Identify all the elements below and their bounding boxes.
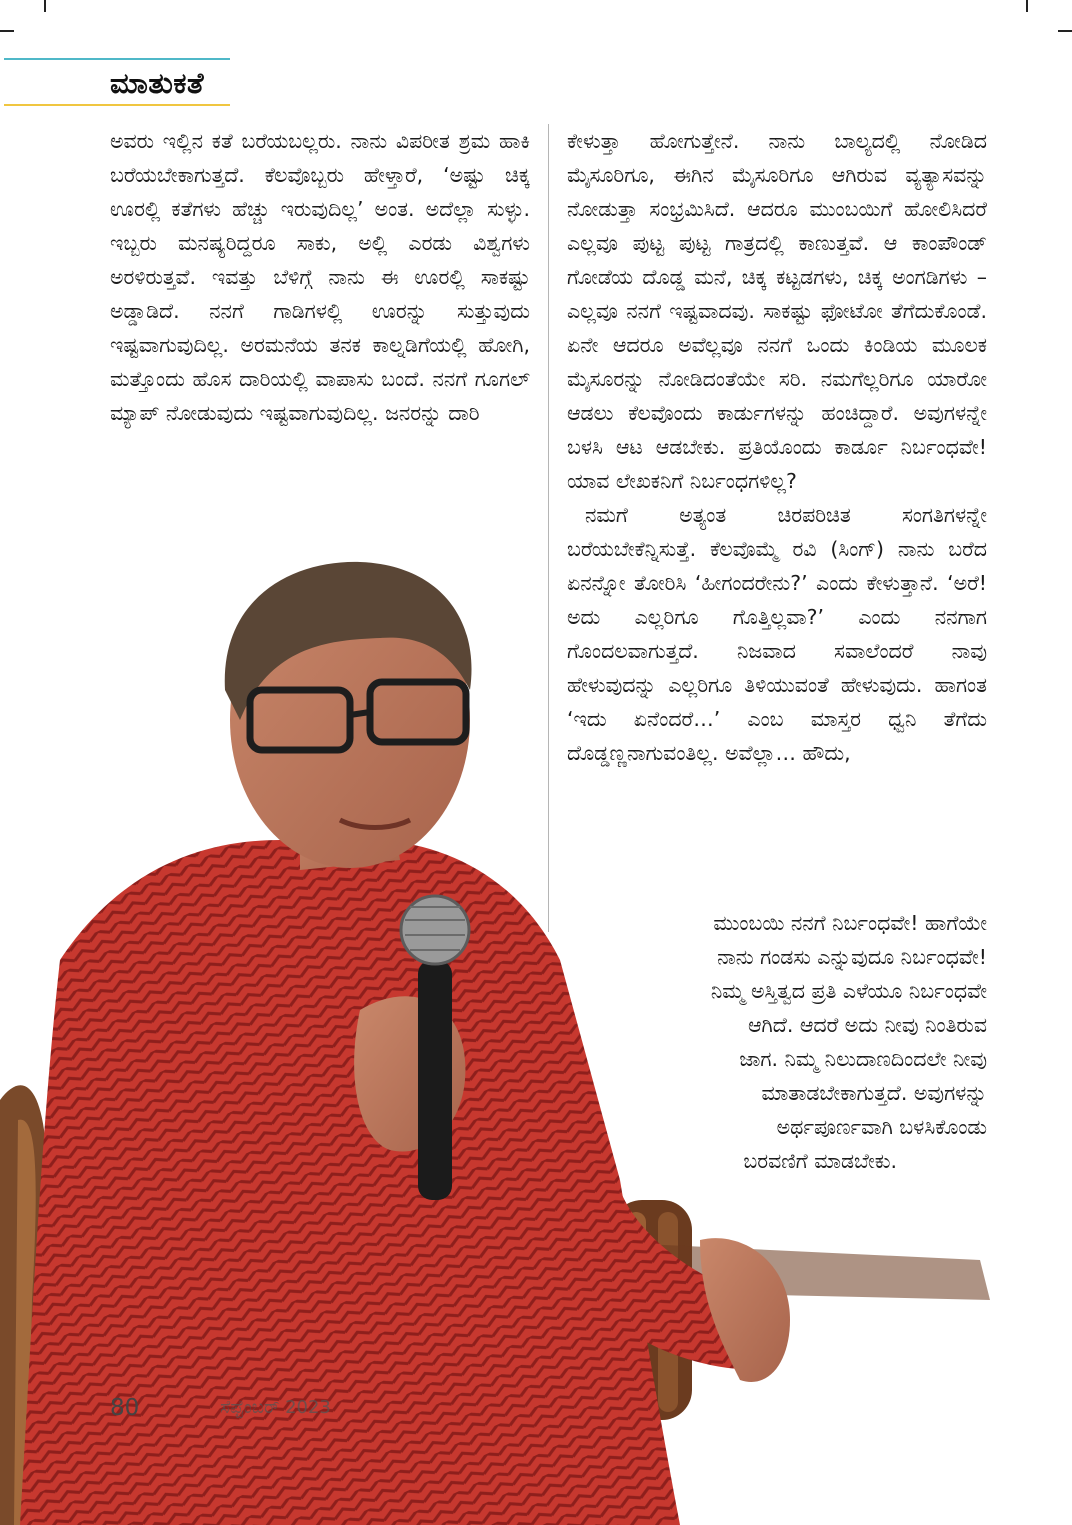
issue-date: ಸೆಪ್ಟೆಂಬರ್ 2023 bbox=[220, 1397, 331, 1418]
wrap-line: ಮಾತಾಡಬೇಕಾಗುತ್ತದೆ. ಅವುಗಳನ್ನು bbox=[761, 1081, 987, 1105]
crop-mark bbox=[0, 30, 14, 32]
section-title: ಮಾತುಕತೆ bbox=[110, 66, 204, 100]
right-paragraph-2: ನಮಗೆ ಅತ್ಯಂತ ಚಿರಪರಿಚಿತ ಸಂಗತಿಗಳನ್ನೇ ಬರೆಯಬೇಕೆನ್ನಿಸುತ್ತೆ. ಕೆಲವೊಮ್ಮೆ ರವಿ (ಸಿಂಗ್) ನಾನು ಬರೆದ ಏನನ್ನೋ ತೋರಿಸಿ ‘ಹೀಗಂದರೇನು?’ ಎಂದು ಕೇಳುತ್ತಾನೆ. ‘ಅರೆ! ಅದು ಎಲ್ಲರಿಗೂ ಗೊತ್ತಿಲ್ಲವಾ?’ ಎಂದು ನನಗಾಗ ಗೊಂದಲವಾಗುತ್ತದೆ. ನಿಜವಾದ ಸವಾಲೆಂದರೆ ನಾವು ಹೇಳುವುದನ್ನು ಎಲ್ಲರಿಗೂ ತಿಳಿಯುವಂತೆ ಹೇಳುವುದು. ಹಾಗಂತ ‘ಇದು ಏನೆಂದರೆ…’ ಎಂಬ ಮಾಸ್ತರ ಧ್ವನಿ ತೆಗೆದು ದೊಡ್ಡಣ್ಣನಾಗುವಂತಿಲ್ಲ. ಅವೆಲ್ಲಾ… ಹೌದು, bbox=[567, 503, 987, 765]
wrap-line: ಬರವಣಿಗೆ ಮಾಡಬೇಕು. bbox=[743, 1149, 897, 1173]
wrap-line: ನಾನು ಗಂಡಸು ಎನ್ನುವುದೂ ನಿರ್ಬಂಧವೇ! bbox=[717, 945, 987, 969]
header-rule-top bbox=[4, 58, 230, 60]
right-column bbox=[567, 124, 987, 770]
wrap-line: ಮುಂಬಯಿ ನನಗೆ ನಿರ್ಬಂಧವೇ! ಹಾಗೆಯೇ bbox=[713, 911, 987, 935]
wrap-line: ನಿಮ್ಮ ಅಸ್ತಿತ್ವದ ಪ್ರತಿ ಎಳೆಯೂ ನಿರ್ಬಂಧವೇ bbox=[710, 979, 987, 1003]
section-header bbox=[4, 58, 230, 108]
wrap-line: ಜಾಗ. ನಿಮ್ಮ ನಿಲುದಾಣದಿಂದಲೇ ನೀವು bbox=[739, 1047, 987, 1071]
header-rule-bottom bbox=[4, 104, 230, 106]
left-column bbox=[110, 124, 530, 430]
wrap-line: ಆಗಿದೆ. ಆದರೆ ಅದು ನೀವು ನಿಂತಿರುವ bbox=[748, 1013, 987, 1037]
page-number: 80 bbox=[110, 1395, 140, 1421]
crop-mark bbox=[44, 0, 46, 12]
right-paragraph-1: ಕೇಳುತ್ತಾ ಹೋಗುತ್ತೇನೆ. ನಾನು ಬಾಲ್ಯದಲ್ಲಿ ನೋಡಿದ ಮೈಸೂರಿಗೂ, ಈಗಿನ ಮೈಸೂರಿಗೂ ಆಗಿರುವ ವ್ಯತ್ಯಾಸವನ್ನು ನೋಡುತ್ತಾ ಸಂಭ್ರಮಿಸಿದೆ. ಆದರೂ ಮುಂಬಯಿಗೆ ಹೋಲಿಸಿದರೆ ಎಲ್ಲವೂ ಪುಟ್ಟ ಪುಟ್ಟ ಗಾತ್ರದಲ್ಲಿ ಕಾಣುತ್ತವೆ. ಆ ಕಾಂಪೌಂಡ್ ಗೋಡೆಯ ದೊಡ್ಡ ಮನೆ, ಚಿಕ್ಕ ಕಟ್ಟಡಗಳು, ಚಿಕ್ಕ ಅಂಗಡಿಗಳು – ಎಲ್ಲವೂ ನನಗೆ ಇಷ್ಟವಾದವು. ಸಾಕಷ್ಟು ಫೋಟೋ ತೆಗೆದುಕೊಂಡೆ. ಏನೇ ಆದರೂ ಅವೆಲ್ಲವೂ ನನಗೆ ಒಂದು ಕಿಂಡಿಯ ಮೂಲಕ ಮೈಸೂರನ್ನು ನೋಡಿದಂತೆಯೇ ಸರಿ. ನಮಗೆಲ್ಲರಿಗೂ ಯಾರೋ ಆಡಲು ಕೆಲವೊಂದು ಕಾರ್ಡುಗಳನ್ನು ಹಂಚಿದ್ದಾರೆ. ಅವುಗಳನ್ನೇ ಬಳಸಿ ಆಟ ಆಡಬೇಕು. ಪ್ರತಿಯೊಂದು ಕಾರ್ಡೂ ನಿರ್ಬಂಧವೇ! ಯಾವ ಲೇಖಕನಿಗೆ ನಿರ್ಬಂಧಗಳಿಲ್ಲ? bbox=[567, 129, 987, 493]
column-divider bbox=[548, 124, 549, 932]
left-paragraph: ಅವರು ಇಲ್ಲಿನ ಕತೆ ಬರೆಯಬಲ್ಲರು. ನಾನು ವಿಪರೀತ ಶ್ರಮ ಹಾಕಿ ಬರೆಯಬೇಕಾಗುತ್ತದೆ. ಕೆಲವೊಬ್ಬರು ಹೇಳ್ತಾರೆ, ‘ಅಷ್ಟು ಚಿಕ್ಕ ಊರಲ್ಲಿ ಕತೆಗಳು ಹೆಚ್ಚು ಇರುವುದಿಲ್ಲ’ ಅಂತ. ಅದೆಲ್ಲಾ ಸುಳ್ಳು. ಇಬ್ಬರು ಮನಷ್ಯರಿದ್ದರೂ ಸಾಕು, ಅಲ್ಲಿ ಎರಡು ವಿಶ್ವಗಳು ಅರಳಿರುತ್ತವೆ. ಇವತ್ತು ಬೆಳಿಗ್ಗೆ ನಾನು ಈ ಊರಲ್ಲಿ ಸಾಕಷ್ಟು ಅಡ್ಡಾಡಿದೆ. ನನಗೆ ಗಾಡಿಗಳಲ್ಲಿ ಊರನ್ನು ಸುತ್ತುವುದು ಇಷ್ಟವಾಗುವುದಿಲ್ಲ. ಅರಮನೆಯ ತನಕ ಕಾಲ್ನಡಿಗೆಯಲ್ಲಿ ಹೋಗಿ, ಮತ್ತೊಂದು ಹೊಸ ದಾರಿಯಲ್ಲಿ ವಾಪಾಸು ಬಂದೆ. ನನಗೆ ಗೂಗಲ್ ಮ್ಯಾಪ್ ನೋಡುವುದು ಇಷ್ಟವಾಗುವುದಿಲ್ಲ. ಜನರನ್ನು ದಾರಿ bbox=[110, 129, 530, 425]
crop-mark bbox=[1026, 0, 1028, 12]
crop-mark bbox=[1058, 30, 1072, 32]
wrap-line: ಅರ್ಥಪೂರ್ಣವಾಗಿ ಬಳಸಿಕೊಂಡು bbox=[776, 1115, 987, 1139]
